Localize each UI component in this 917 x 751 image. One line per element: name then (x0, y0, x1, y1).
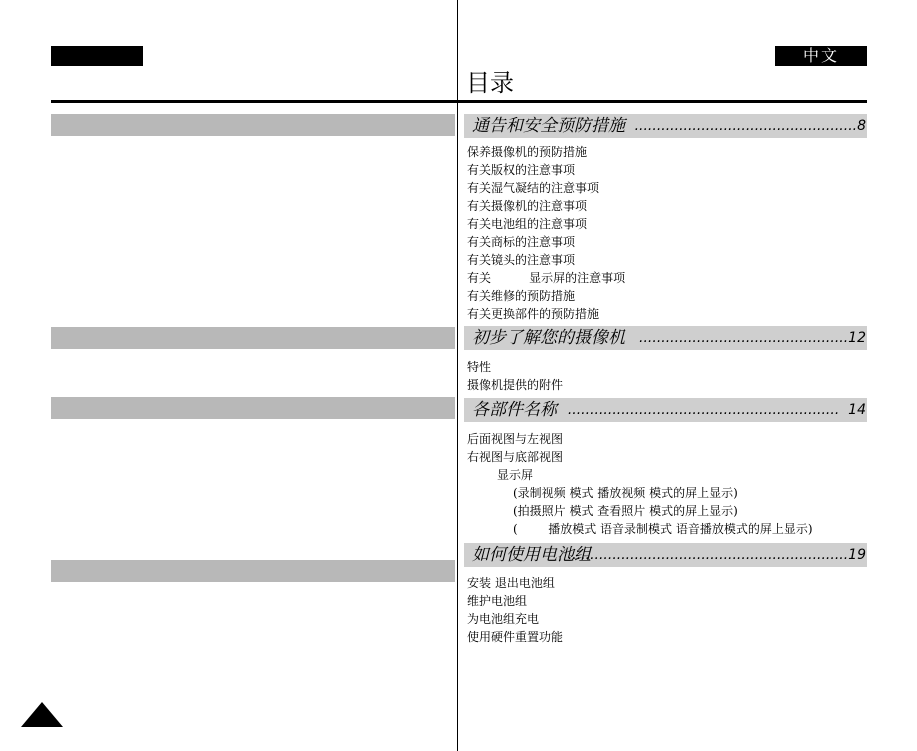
list-item[interactable]: (拍摄照片 模式 查看照片 模式的屏上显示) (513, 504, 738, 518)
list-item[interactable]: 有关维修的预防措施 (467, 289, 576, 303)
section-title: 初步了解您的摄像机 (472, 328, 625, 348)
list-item[interactable]: 有关 显示屏的注意事项 (467, 271, 626, 285)
list-item[interactable]: 有关更换部件的预防措施 (467, 307, 600, 321)
section-page-leader: ............................................................. 14 (567, 402, 866, 418)
page-title: 目录 (466, 69, 514, 97)
section-title: 通告和安全预防措施 (472, 116, 625, 136)
list-item[interactable]: 有关摄像机的注意事项 (467, 199, 588, 213)
triangle-marker-icon (21, 702, 63, 727)
list-item[interactable]: 有关商标的注意事项 (467, 235, 576, 249)
title-rule (51, 100, 867, 103)
toc-list-battery (467, 574, 563, 646)
list-item[interactable]: 右视图与底部视图 (467, 450, 564, 464)
section-title: 各部件名称 (472, 400, 557, 420)
language-badge-left (51, 46, 143, 66)
section-page-leader: ..................................................8 (634, 118, 866, 134)
toc-list-safety (467, 143, 625, 323)
list-item[interactable]: 显示屏 (497, 468, 534, 482)
toc-section-safety[interactable] (464, 114, 867, 138)
language-badge: 中文 (775, 46, 867, 66)
list-item[interactable]: 有关电池组的注意事项 (467, 217, 588, 231)
list-item[interactable]: (录制视频 模式 播放视频 模式的屏上显示) (513, 486, 738, 500)
left-section-bar-4 (51, 560, 455, 582)
list-item[interactable]: 维护电池组 (467, 594, 528, 608)
section-page-leader: ...............................................12 (639, 330, 866, 346)
toc-list-parts (467, 430, 813, 538)
list-item[interactable]: 后面视图与左视图 (467, 432, 564, 446)
left-section-bar-3 (51, 397, 455, 419)
list-item[interactable]: ( 播放模式 语音录制模式 语音播放模式的屏上显示) (513, 522, 813, 536)
list-item[interactable]: 使用硬件重置功能 (467, 630, 564, 644)
toc-section-parts[interactable] (464, 398, 867, 422)
toc-section-battery[interactable] (464, 543, 867, 567)
section-title: 如何使用电池组 (472, 545, 591, 565)
list-item[interactable]: 有关镜头的注意事项 (467, 253, 576, 267)
list-item[interactable]: 有关版权的注意事项 (467, 163, 576, 177)
left-section-bar-2 (51, 327, 455, 349)
left-section-bar-1 (51, 114, 455, 136)
center-divider (457, 0, 458, 751)
toc-list-getting-to-know (467, 358, 563, 394)
list-item[interactable]: 特性 (467, 360, 492, 374)
list-item[interactable]: 保养摄像机的预防措施 (467, 145, 588, 159)
list-item[interactable]: 有关湿气凝结的注意事项 (467, 181, 600, 195)
list-item[interactable]: 摄像机提供的附件 (467, 378, 564, 392)
section-page-leader: ...............................................................19 (567, 547, 866, 563)
toc-section-getting-to-know[interactable] (464, 326, 867, 350)
list-item[interactable]: 安装 退出电池组 (467, 576, 555, 590)
list-item[interactable]: 为电池组充电 (467, 612, 540, 626)
